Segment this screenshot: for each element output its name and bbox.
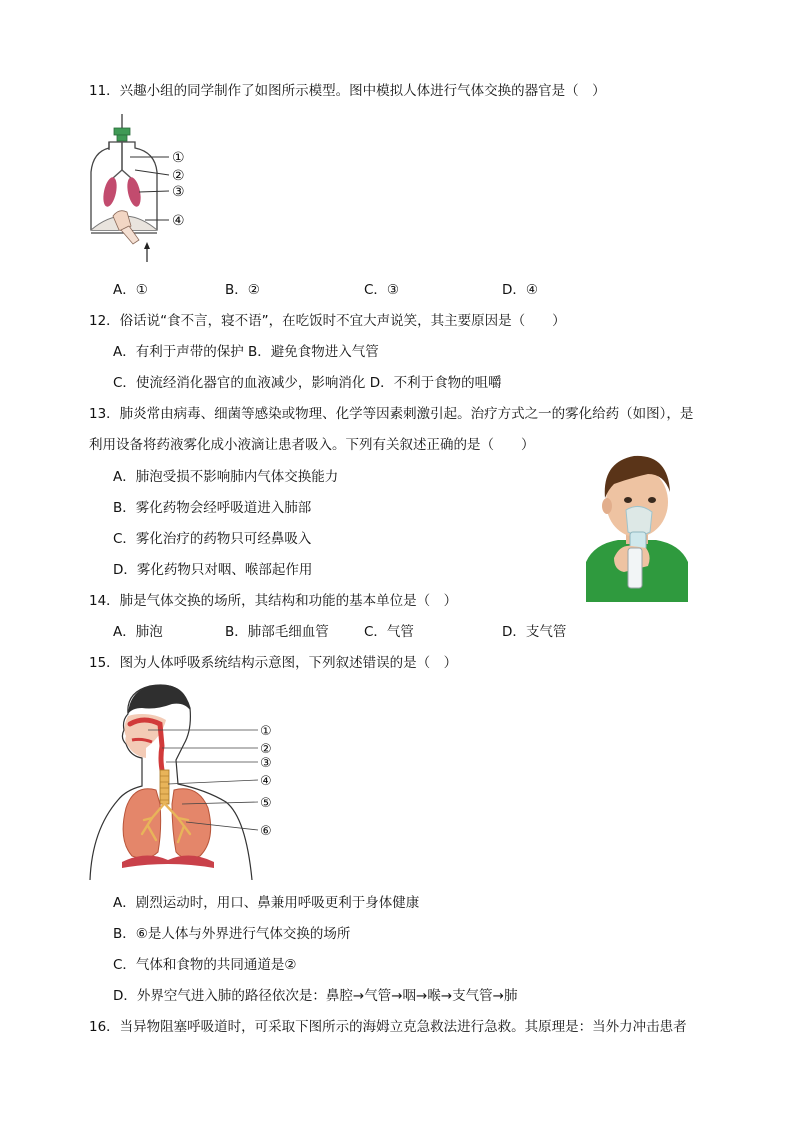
resp-label-4: ④ (260, 774, 272, 789)
q12-options-row2: C．使流经消化器官的血液减少，影响消化 D．不利于食物的咀嚼 (113, 375, 502, 391)
model-label-3: ③ (172, 184, 185, 200)
q13-option-d: D．雾化药物只对咽、喉部起作用 (113, 562, 313, 578)
resp-label-2: ② (260, 742, 272, 757)
model-label-2: ② (172, 168, 185, 184)
q13-option-c: C．雾化治疗的药物只可经鼻吸入 (113, 531, 312, 547)
resp-label-3: ③ (260, 756, 272, 771)
q15-option-a: A．剧烈运动时，用口、鼻兼用呼吸更利于身体健康 (113, 895, 420, 911)
lung-model-figure (85, 112, 200, 267)
model-label-1: ① (172, 150, 185, 166)
q13-stem-line2: 利用设备将药液雾化成小液滴让患者吸入。下列有关叙述正确的是（ ） (89, 437, 535, 453)
resp-label-1: ① (260, 724, 272, 739)
resp-label-5: ⑤ (260, 796, 272, 811)
model-label-4: ④ (172, 213, 185, 229)
q13-option-b: B．雾化药物会经呼吸道进入肺部 (113, 500, 312, 516)
q14-option-d: D．支气管 (502, 624, 567, 640)
q11-stem: 11．兴趣小组的同学制作了如图所示模型。图中模拟人体进行气体交换的器官是（ ） (89, 83, 606, 99)
q15-option-d: D．外界空气进入肺的路径依次是：鼻腔→气管→咽→喉→支气管→肺 (113, 988, 518, 1004)
q11-option-d: D．④ (502, 282, 538, 298)
q11-option-a: A．① (113, 282, 148, 298)
q12-options-row1: A．有利于声带的保护 B．避免食物进入气管 (113, 344, 379, 360)
q11-option-b: B．② (225, 282, 260, 298)
respiratory-system-diagram (86, 680, 282, 883)
q15-option-c: C．气体和食物的共同通道是② (113, 957, 297, 973)
q11-option-c: C．③ (364, 282, 400, 298)
q13-option-a: A．肺泡受损不影响肺内气体交换能力 (113, 469, 339, 485)
q16-stem: 16．当异物阻塞呼吸道时，可采取下图所示的海姆立克急救法进行急救。其原理是：当外力冲击患者 (89, 1019, 687, 1035)
q14-option-c: C．气管 (364, 624, 414, 640)
resp-label-6: ⑥ (260, 824, 272, 839)
q15-stem: 15．图为人体呼吸系统结构示意图，下列叙述错误的是（ ） (89, 655, 458, 671)
q12-stem: 12．俗话说“食不言，寝不语”，在吃饭时不宜大声说笑，其主要原因是（ ） (89, 313, 566, 329)
q15-option-b: B．⑥是人体与外界进行气体交换的场所 (113, 926, 351, 942)
nebulizer-child-photo (584, 440, 690, 602)
q14-stem: 14．肺是气体交换的场所，其结构和功能的基本单位是（ ） (89, 593, 458, 609)
q14-option-b: B．肺部毛细血管 (225, 624, 329, 640)
q14-option-a: A．肺泡 (113, 624, 163, 640)
q13-stem-line1: 13．肺炎常由病毒、细菌等感染或物理、化学等因素刺激引起。治疗方式之一的雾化给药（如图），是 (89, 406, 694, 422)
